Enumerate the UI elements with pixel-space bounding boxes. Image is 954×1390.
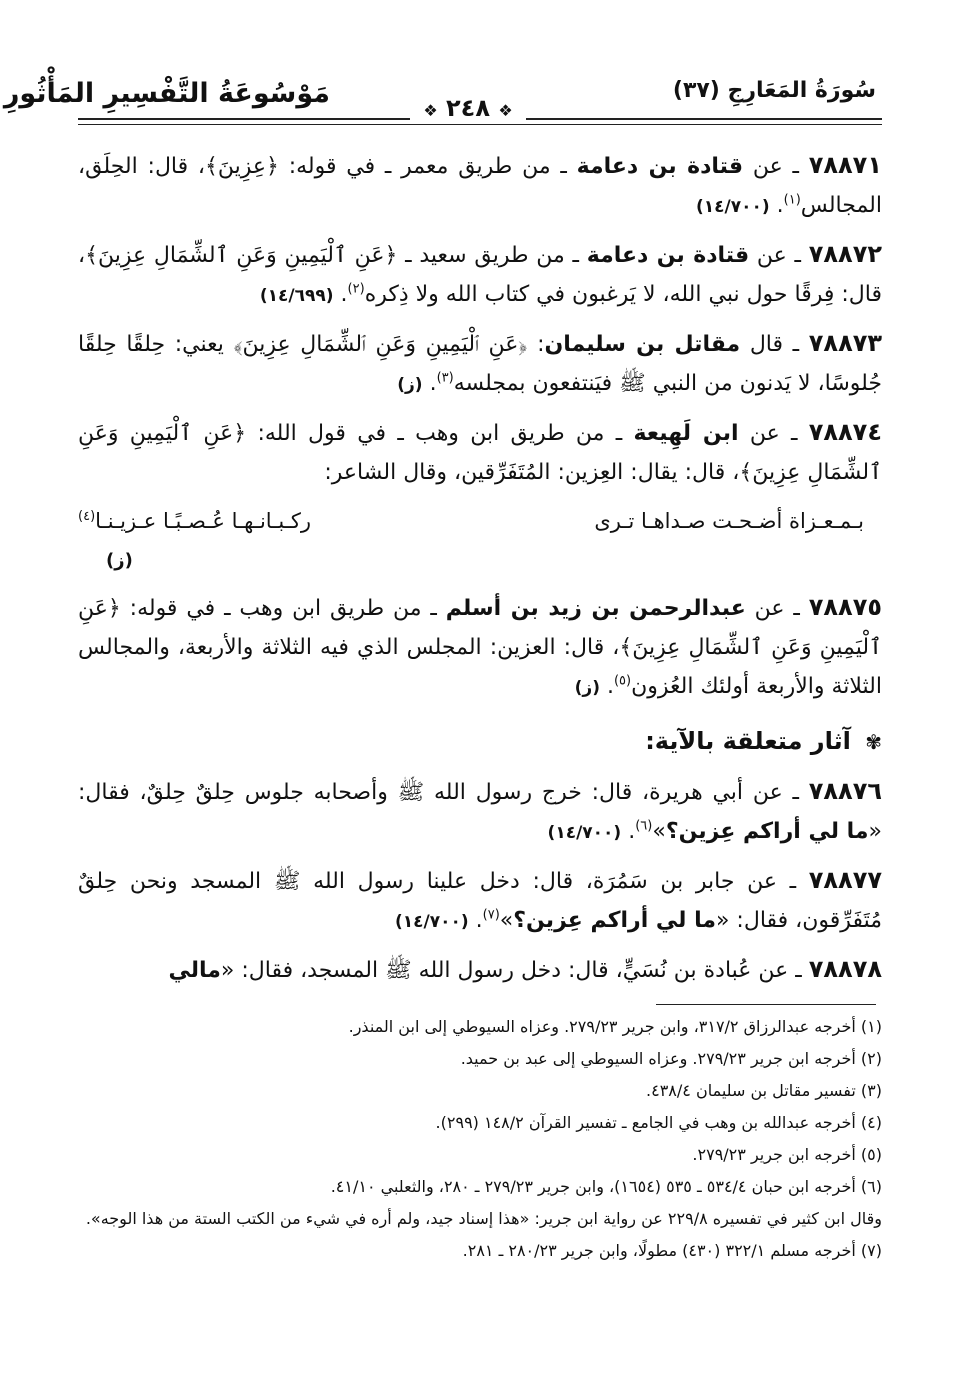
narrator-name: ما لي أراكم عِزين؟ [665, 819, 869, 844]
entry-number: ٧٨٨٧١ [808, 151, 882, 179]
poem-reference: (ز) [106, 550, 133, 571]
flower-icon: ✾ [865, 730, 882, 754]
footnote-separator [656, 1004, 876, 1005]
main-text [78, 146, 882, 998]
narrator-name: قتادة بن دعامة [576, 154, 744, 179]
entry-text: » [652, 819, 666, 844]
footnote-marker: (٥) [613, 673, 632, 689]
narration-entry [78, 950, 882, 990]
entry-text: ـ عن أبي هريرة، قال: خرج رسول الله ﷺ وأصحابه جلوس حِلقٌ حِلقٌ، فقال: « [78, 780, 882, 844]
entry-text: ـ من طريق سعيد ـ ﴿عَنِ ٱلْيَمِينِ وَعَنِ ٱلشِّمَالِ عِزِينَ﴾، قال: فِرقًا حول نبي الله، لا يَرغبون في كتاب الله ولا ذِكره [78, 243, 882, 307]
entry-number: ٧٨٨٧٣ [808, 329, 883, 357]
narration-entry [78, 413, 882, 492]
footnote: (٦) أخرجه ابن حبان ٥٣٤/٤ ـ ٥٣٥ (١٦٥٤)، وابن جرير ٢٧٩/٢٣ ـ ٢٨٠، والثعلبي ٤١/١٠. [330, 1177, 882, 1196]
entry-text: ـ من طريق معمر ـ في قوله: ﴿عِزِينَ﴾، قال: الحِلَق، المجالس [78, 154, 882, 218]
footnote-marker: (٧) [482, 907, 500, 923]
entry-text: : ﴿عَنِ ٱلْيَمِينِ وَعَنِ ٱلشِّمَالِ عِزِينَ﴾ يعني: حِلقًا حِلقًا جُلوسًا، لا يَدنون من النبي ﷺ فيَنتفعون بمجلسه [78, 332, 882, 396]
entry-text: ـ قال [740, 332, 809, 357]
entry-number: ٧٨٨٧٧ [808, 866, 882, 894]
poem-hemistich-right: بـمـعـزاة أضـحـت صـداهـا تـرى [594, 509, 864, 533]
entries-block-2 [78, 588, 882, 708]
narration-entry [78, 772, 882, 853]
narrator-name: مالي [168, 958, 221, 983]
footnote-marker: (١) [783, 192, 801, 208]
section-heading-text: آثار متعلقة بالآية: [645, 727, 851, 755]
entry-text: . [621, 819, 636, 844]
book-title: مَوْسُوعَةُ التَّفْسِيرِ المَأْثُورِ [3, 78, 330, 109]
poem-left-text: ركـبـانـهـا عُـصـبًـا عـزيـنـا [95, 509, 311, 533]
entry-number: ٧٨٨٧٢ [808, 240, 882, 268]
ornament-icon: ❖ [498, 101, 513, 120]
narration-entry [78, 861, 882, 942]
footnote: (٥) أخرجه ابن جرير ٢٧٩/٢٣. [692, 1145, 882, 1164]
narrator-name: قتادة بن دعامة [586, 243, 750, 268]
narration-entry [78, 324, 882, 405]
entry-text: ـ من طريق ابن وهب ـ في قوله: ﴿عَنِ ٱلْيَمِينِ وَعَنِ ٱلشِّمَالِ عِزِينَ﴾، قال: العزين: المجلس الذي فيه الثلاثة والأربعة، والمجالس الثلاثة والأربعة أولئك العُزون [78, 596, 882, 699]
entry-text: . [599, 674, 614, 699]
footnote: وقال ابن كثير في تفسيره ٢٢٩/٨ عن رواية ابن جرير: «هذا إسناد جيد، ولم أره في شيء من الكتب الستة من هذا الوجه». [85, 1209, 882, 1228]
narrator-name: ابن لَهِيعة [633, 421, 739, 446]
footnote-marker: (٤) [78, 509, 96, 524]
page-number [410, 94, 526, 122]
poem-hemistich-left [78, 502, 311, 541]
entry-text: ـ عن عُبادة بن نُسَيٍّ، قال: دخل رسول الله ﷺ المسجد، فقال: « [220, 958, 809, 983]
footnote: (٧) أخرجه مسلم ٣٢٢/١ (٤٣٠) مطولًا، وابن جرير ٢٨٠/٢٣ ـ ٢٨١. [462, 1241, 882, 1260]
volume-reference: (١٤/٧٠٠) [394, 912, 469, 932]
entry-text: ـ من طريق ابن وهب ـ في قول الله: ﴿عَنِ ٱلْيَمِينِ وَعَنِ ٱلشِّمَالِ عِزِينَ﴾، قال: يقال: العِزين: المُتَفَرِّقين، وقال الشاعر: [78, 421, 882, 485]
header-rule-bottom [78, 124, 882, 125]
entry-text: . [333, 282, 348, 307]
footnote-marker: (٢) [347, 281, 365, 297]
entry-text: » [499, 908, 514, 933]
narrator-name: مقاتل بن سليمان [544, 332, 741, 357]
volume-reference: (ز) [397, 375, 423, 395]
entry-text: ـ عن [743, 154, 809, 179]
poem-verse [78, 500, 882, 541]
entry-number: ٧٨٨٧٨ [808, 955, 882, 983]
entry-text: . [769, 193, 784, 218]
volume-reference: (١٤/٧٠٠) [547, 823, 622, 843]
entry-number: ٧٨٨٧٦ [808, 777, 882, 805]
entry-text: ـ عن [749, 243, 809, 268]
entry-text: . [422, 371, 437, 396]
entry-text: ـ عن [745, 596, 809, 621]
surah-title: سُورَةُ المَعَارِجِ (٣٧) [672, 78, 876, 103]
entries-block [78, 146, 882, 492]
entry-number: ٧٨٨٧٤ [808, 418, 882, 446]
footnotes [78, 1012, 882, 1268]
entry-text: ـ عن [738, 421, 809, 446]
footnote-marker: (٦) [635, 818, 653, 834]
volume-reference: (١٤/٧٠٠) [696, 197, 770, 217]
entry-text: . [468, 908, 483, 933]
page-number-value: ٢٤٨ [446, 94, 490, 122]
volume-reference: (ز) [574, 678, 600, 698]
entries-block-3 [78, 772, 882, 990]
narration-entry [78, 146, 882, 227]
footnote: (٢) أخرجه ابن جرير ٢٧٩/٢٣. وعزاه السيوطي إلى عبد بن حميد. [460, 1049, 882, 1068]
footnote: (٤) أخرجه عبدالله بن وهب في الجامع ـ تفسير القرآن ١٤٨/٢ (٢٩٩). [435, 1113, 882, 1132]
narrator-name: ما لي أراكم عِزين؟ [513, 908, 716, 933]
footnote-marker: (٣) [436, 370, 454, 386]
footnote: (١) أخرجه عبدالرزاق ٣١٧/٢، وابن جرير ٢٧٩/٢٣. وعزاه السيوطي إلى ابن المنذر. [348, 1017, 882, 1036]
volume-reference: (١٤/٦٩٩) [259, 286, 334, 306]
ornament-icon: ❖ [423, 101, 438, 120]
narration-entry [78, 235, 882, 316]
footnote: (٣) تفسير مقاتل بن سليمان ٤٣٨/٤. [646, 1081, 882, 1100]
narration-entry [78, 588, 882, 708]
entry-text: ـ عن جابر بن سَمُرَة، قال: دخل علينا رسول الله ﷺ المسجد ونحن حِلقٌ مُتَفَرِّقون، فقال: « [78, 869, 882, 933]
entry-number: ٧٨٨٧٥ [808, 593, 882, 621]
section-heading [78, 722, 882, 762]
narrator-name: عبدالرحمن بن زيد بن أسلم [445, 596, 746, 621]
